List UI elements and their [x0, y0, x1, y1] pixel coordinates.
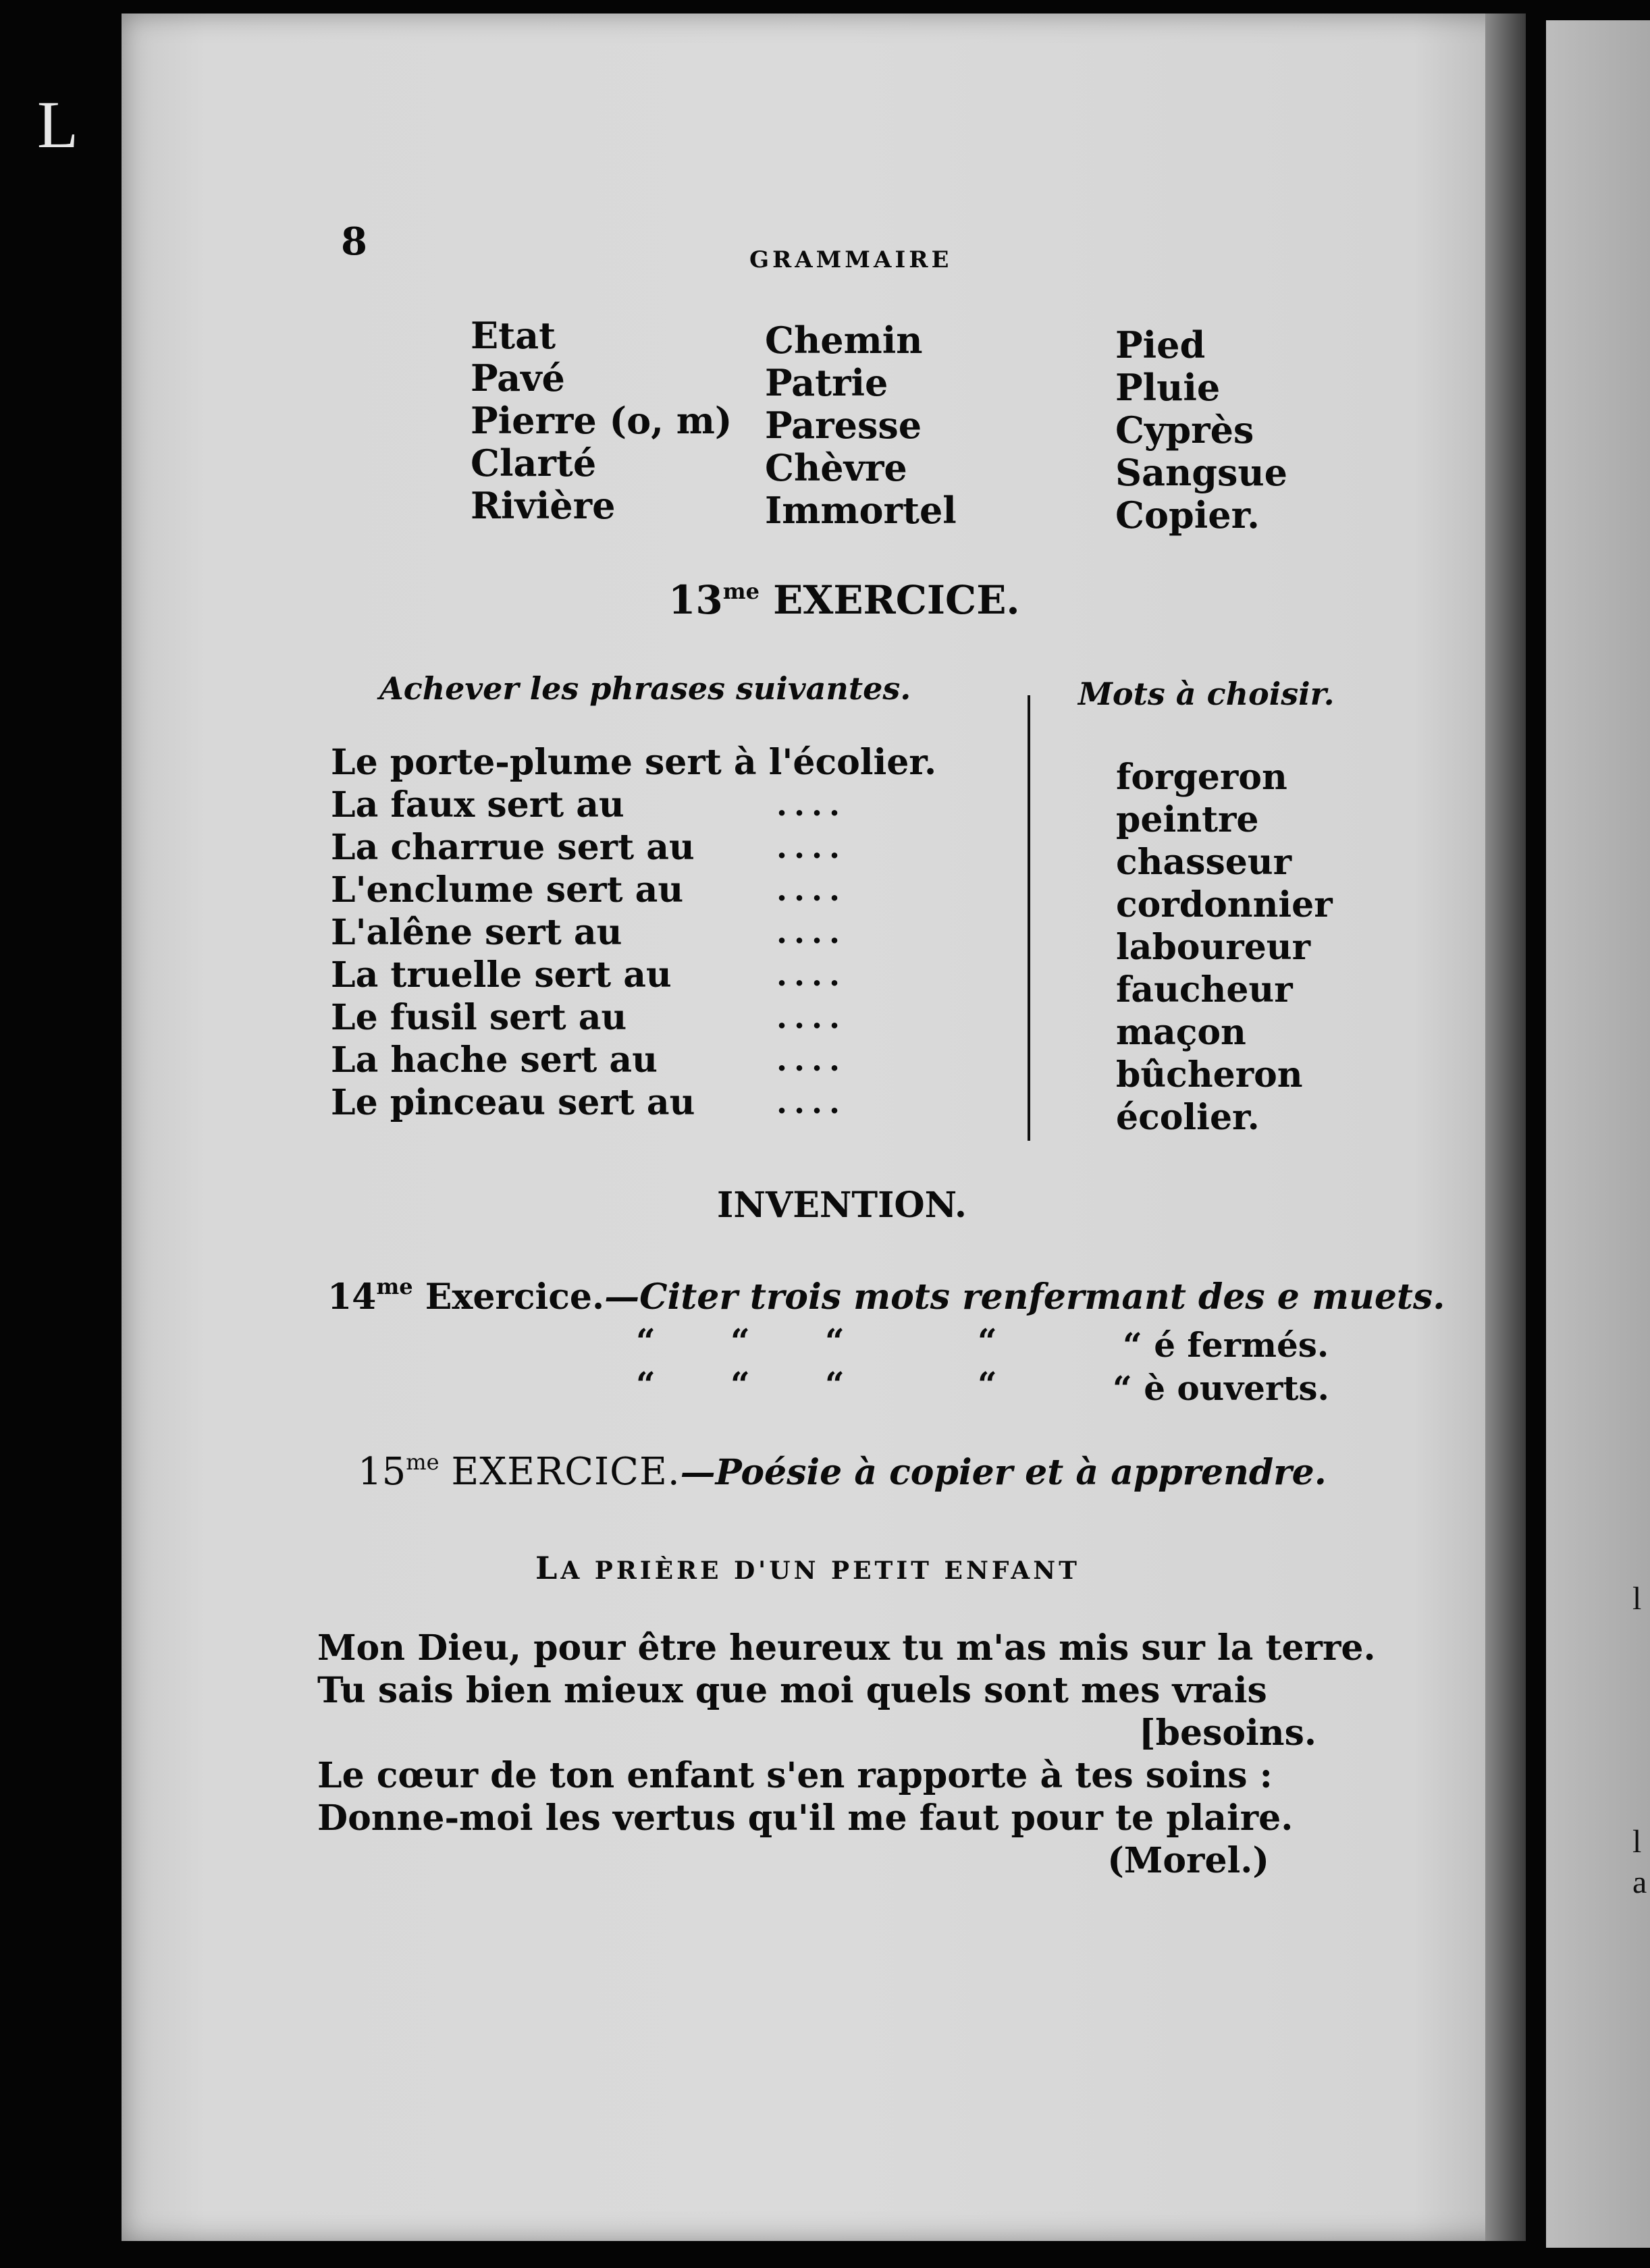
word-list-item: Pluie — [1115, 366, 1221, 409]
word-list-column-2 — [765, 319, 957, 532]
word-list-item: Patrie — [765, 361, 888, 404]
sentence-item: La faux sert au — [331, 784, 624, 826]
sentence-item: L'enclume sert au — [331, 869, 684, 911]
word-list-item: Pied — [1115, 323, 1206, 367]
word-list-column-3 — [1115, 324, 1287, 537]
choice-item: bûcheron — [1116, 1054, 1303, 1096]
word-list-item: Pierre (o, m) — [471, 399, 733, 442]
page-gutter — [1485, 14, 1526, 2241]
ditto-mark: “ — [978, 1364, 997, 1404]
poem-title: LA PRIÈRE D'UN PETIT ENFANT — [535, 1550, 1080, 1586]
choice-item: laboureur — [1116, 927, 1310, 968]
exercise-13-instruction: Achever les phrases suivantes. — [379, 670, 911, 707]
invention-heading: INVENTION. — [717, 1185, 967, 1226]
exercise-14-line-3: “ è ouverts. — [1113, 1368, 1329, 1408]
word-list-item: Pavé — [471, 356, 565, 400]
exercise-14-line-2: “ é fermés. — [1123, 1325, 1329, 1365]
word-list-item: Etat — [471, 314, 556, 357]
ditto-mark: “ — [825, 1364, 845, 1404]
choice-item: chasseur — [1116, 842, 1292, 883]
poem-author: (Morel.) — [1107, 1840, 1269, 1881]
adjacent-page — [1546, 20, 1650, 2248]
sentence-item: Le porte-plume sert à l'écolier. — [331, 742, 937, 783]
exercise-15-line: $15^{me}$ EXERCICE.—Poésie à copier et à apprendre. — [358, 1449, 1327, 1494]
sentence-item: L'alêne sert au — [331, 912, 622, 953]
poem-line: Mon Dieu, pour être heureux tu m'as mis sur la terre. — [317, 1627, 1376, 1669]
blank-dots: .... — [776, 829, 847, 865]
choice-item: faucheur — [1116, 969, 1293, 1010]
word-list-column-1 — [471, 315, 732, 527]
ditto-mark: “ — [636, 1364, 656, 1404]
word-list-item: Chèvre — [765, 446, 907, 489]
sentence-item: La hache sert au — [331, 1040, 658, 1081]
poem-line: [besoins. — [1139, 1712, 1316, 1754]
adjacent-page-letter: l — [1632, 1581, 1642, 1617]
choices-heading: Mots à choisir. — [1078, 676, 1335, 712]
column-divider — [1028, 695, 1030, 1141]
ditto-mark: “ — [978, 1321, 997, 1361]
sentence-item: La charrue sert au — [331, 827, 695, 868]
word-list-item: Rivière — [471, 484, 616, 527]
word-list-item: Sangsue — [1115, 451, 1288, 494]
blank-dots: .... — [776, 1042, 847, 1078]
blank-dots-column — [776, 784, 847, 1124]
ditto-mark: “ — [825, 1321, 845, 1361]
blank-dots: .... — [776, 956, 847, 993]
word-list-item: Chemin — [765, 319, 923, 362]
adjacent-page-letter: a — [1632, 1864, 1647, 1900]
choice-item: cordonnier — [1116, 884, 1333, 925]
blank-dots: .... — [776, 999, 847, 1035]
poem-line: Donne-moi les vertus qu'il me faut pour te plaire. — [317, 1798, 1294, 1839]
choice-item: maçon — [1116, 1012, 1246, 1053]
choice-item: forgeron — [1116, 757, 1287, 798]
ditto-mark: “ — [730, 1364, 750, 1404]
ditto-mark: “ — [636, 1321, 656, 1361]
word-list-item: Paresse — [765, 404, 922, 447]
choice-item: peintre — [1116, 799, 1259, 840]
adjacent-page-letter: l — [1632, 1824, 1642, 1860]
running-head: GRAMMAIRE — [749, 246, 953, 273]
sentence-item: Le pinceau sert au — [331, 1082, 695, 1123]
word-list-item: Copier. — [1115, 493, 1260, 537]
word-list-item: Cyprès — [1115, 408, 1254, 452]
margin-mark: L — [37, 87, 79, 162]
blank-dots: .... — [776, 786, 847, 823]
poem-line: Tu sais bien mieux que moi quels sont mes vrais — [317, 1670, 1267, 1711]
exercise-13-heading: $13^{me}$ EXERCICE. — [668, 577, 1020, 623]
sentence-item: La truelle sert au — [331, 954, 672, 996]
page-number: 8 — [341, 219, 367, 264]
word-list-item: Clarté — [471, 441, 597, 485]
ditto-mark: “ — [730, 1321, 750, 1361]
sentence-item: Le fusil sert au — [331, 997, 627, 1038]
blank-dots: .... — [776, 914, 847, 950]
poem-line: Le cœur de ton enfant s'en rapporte à tes soins : — [317, 1755, 1273, 1796]
poem-text — [317, 1627, 1376, 1882]
exercise-14-line: $14^{me}$ Exercice.—Citer trois mots renfermant des e muets. — [327, 1274, 1445, 1318]
word-choices — [1116, 756, 1333, 1139]
word-list-item: Immortel — [765, 489, 957, 532]
choice-item: écolier. — [1116, 1097, 1260, 1138]
blank-dots: .... — [776, 1084, 847, 1120]
blank-dots: .... — [776, 871, 847, 908]
